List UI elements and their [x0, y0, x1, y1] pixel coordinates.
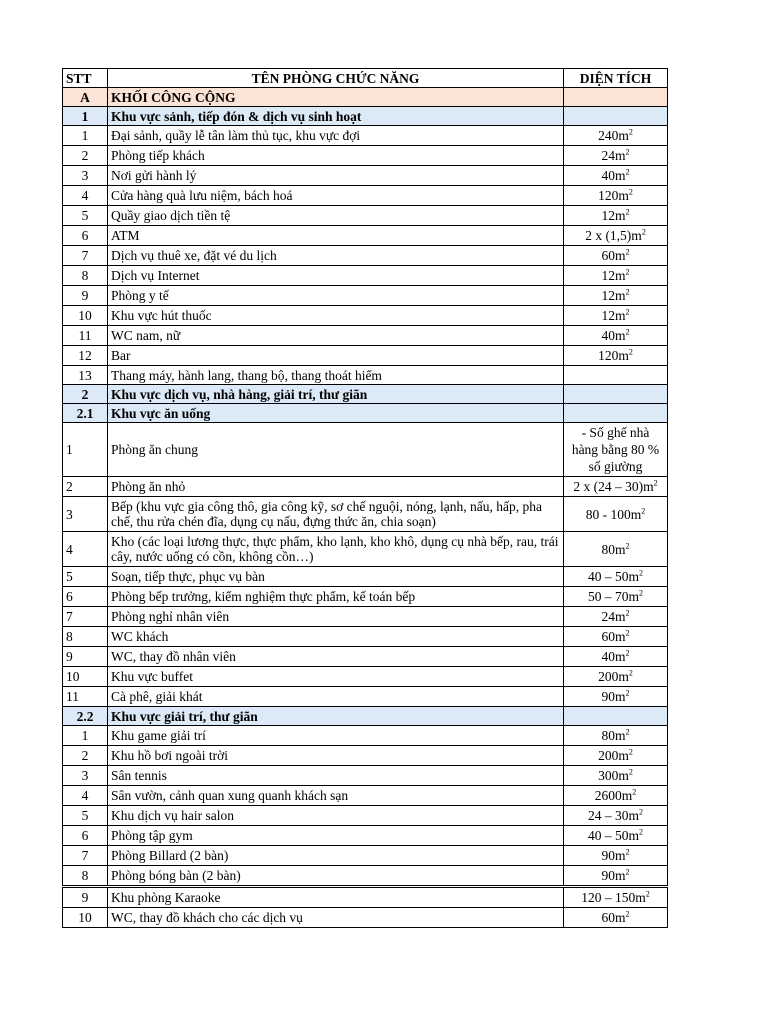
area-value: 200m — [598, 748, 629, 763]
group-row-1 — [63, 107, 668, 126]
room-area — [564, 146, 668, 166]
group-area — [564, 404, 668, 423]
table-row — [63, 806, 668, 826]
table-row — [63, 786, 668, 806]
room-area — [564, 206, 668, 226]
area-value: 200m — [598, 669, 629, 684]
table-row — [63, 206, 668, 226]
row-number: 7 — [63, 846, 108, 866]
area-value: 40m — [601, 168, 626, 183]
row-number: 11 — [63, 687, 108, 707]
area-value: 40 – 50m — [587, 828, 639, 843]
area-value: 80 - 100m — [585, 506, 642, 522]
table-row — [63, 607, 668, 627]
row-number: 10 — [63, 667, 108, 687]
room-area — [564, 746, 668, 766]
room-name: Bếp (khu vực gia công thô, gia công kỹ, sơ chế nguội, nóng, lạnh, nấu, hấp, pha chế, thu rửa chén đĩa, dụng cụ nấu, đựng thức ăn, chia soạn) — [108, 497, 564, 532]
room-area — [564, 607, 668, 627]
table-row — [63, 146, 668, 166]
row-number: 13 — [63, 366, 108, 385]
row-number: 6 — [63, 226, 108, 246]
area-unit-exponent: 2 — [628, 747, 633, 757]
room-area — [564, 306, 668, 326]
table-row — [63, 627, 668, 647]
room-name: Khu hồ bơi ngoài trời — [108, 746, 564, 766]
room-area — [564, 786, 668, 806]
room-name: Phòng ăn chung — [108, 423, 564, 477]
area-value: 12m — [601, 288, 626, 303]
area-unit-exponent: 2 — [653, 478, 658, 488]
header-room-name: TÊN PHÒNG CHỨC NĂNG — [108, 69, 564, 88]
group-id: 2.1 — [63, 404, 108, 423]
room-area — [564, 888, 668, 908]
room-name: WC, thay đồ nhân viên — [108, 647, 564, 667]
area-value: 24m — [601, 609, 626, 624]
area-unit-exponent: 2 — [632, 787, 637, 797]
room-area — [564, 627, 668, 647]
room-name: WC khách — [108, 627, 564, 647]
area-value: 240m — [598, 128, 629, 143]
row-number: 9 — [63, 647, 108, 667]
area-unit-exponent: 2 — [625, 628, 630, 638]
area-unit-exponent: 2 — [625, 147, 630, 157]
row-number: 3 — [63, 766, 108, 786]
area-value: 40m — [601, 649, 626, 664]
row-number: 8 — [63, 627, 108, 647]
area-value: 120m — [598, 188, 629, 203]
table-header-row — [63, 69, 668, 88]
row-number: 1 — [63, 726, 108, 746]
table-row — [63, 186, 668, 206]
row-number: 12 — [63, 346, 108, 366]
room-name: Đại sảnh, quầy lễ tân làm thủ tục, khu vực đợi — [108, 126, 564, 146]
room-area — [564, 826, 668, 846]
room-name: Thang máy, hành lang, thang bộ, thang thoát hiểm — [108, 366, 564, 385]
area-unit-exponent: 2 — [625, 727, 630, 737]
area-value: 12m — [601, 308, 626, 323]
area-unit-exponent: 2 — [625, 247, 630, 257]
room-name: Bar — [108, 346, 564, 366]
row-number: 2 — [63, 746, 108, 766]
room-area — [564, 587, 668, 607]
group-row-2-1 — [63, 404, 668, 423]
area-unit-exponent: 2 — [625, 327, 630, 337]
row-number: 4 — [63, 786, 108, 806]
area-value: 80m — [601, 541, 626, 557]
area-unit-exponent: 2 — [628, 668, 633, 678]
room-area — [564, 532, 668, 567]
room-area — [564, 226, 668, 246]
row-number: 3 — [63, 497, 108, 532]
table-row — [63, 667, 668, 687]
room-name: WC nam, nữ — [108, 326, 564, 346]
room-area — [564, 726, 668, 746]
table-row — [63, 246, 668, 266]
row-number: 9 — [63, 888, 108, 908]
room-area — [564, 806, 668, 826]
area-unit-exponent: 2 — [625, 267, 630, 277]
room-name: Cửa hàng quà lưu niệm, bách hoá — [108, 186, 564, 206]
room-area — [564, 126, 668, 146]
row-number: 2 — [63, 146, 108, 166]
room-name: Soạn, tiếp thực, phục vụ bàn — [108, 567, 564, 587]
table-row — [63, 166, 668, 186]
group-label: Khu vực ăn uống — [108, 404, 564, 423]
room-name: Khu vực buffet — [108, 667, 564, 687]
table-row — [63, 826, 668, 846]
area-value: 300m — [598, 768, 629, 783]
room-area — [564, 497, 668, 532]
area-unit-exponent: 2 — [625, 909, 630, 919]
table-row — [63, 477, 668, 497]
row-number: 1 — [63, 126, 108, 146]
room-name: Khu dịch vụ hair salon — [108, 806, 564, 826]
room-name: Khu phòng Karaoke — [108, 888, 564, 908]
room-area — [564, 647, 668, 667]
room-area — [564, 766, 668, 786]
room-name: ATM — [108, 226, 564, 246]
area-value: 120 – 150m — [581, 890, 646, 905]
room-area — [564, 567, 668, 587]
area-value: 2600m — [594, 788, 633, 803]
area-value: 24m — [601, 148, 626, 163]
table-row — [63, 587, 668, 607]
area-value: 24 – 30m — [587, 808, 639, 823]
group-area — [564, 385, 668, 404]
area-unit-exponent: 2 — [625, 648, 630, 658]
table-row — [63, 567, 668, 587]
room-name: Phòng nghỉ nhân viên — [108, 607, 564, 627]
room-area — [564, 667, 668, 687]
row-number: 8 — [63, 866, 108, 886]
area-unit-exponent: 2 — [628, 767, 633, 777]
area-unit-exponent: 2 — [641, 227, 646, 237]
area-value: 40m — [601, 328, 626, 343]
room-name: Phòng ăn nhỏ — [108, 477, 564, 497]
group-row-2-2 — [63, 707, 668, 726]
area-unit-exponent: 2 — [639, 807, 643, 817]
table-row — [63, 866, 668, 886]
area-unit-exponent: 2 — [625, 688, 630, 698]
row-number: 7 — [63, 246, 108, 266]
table-row — [63, 346, 668, 366]
room-area — [564, 286, 668, 306]
table-row — [63, 126, 668, 146]
area-unit-exponent: 2 — [639, 588, 643, 598]
area-value: 90m — [601, 848, 626, 863]
row-number: 4 — [63, 186, 108, 206]
area-value: 12m — [601, 268, 626, 283]
section-row-a — [63, 88, 668, 107]
table-row — [63, 266, 668, 286]
room-name: Dịch vụ thuê xe, đặt vé du lịch — [108, 246, 564, 266]
section-id: A — [63, 88, 108, 107]
row-number: 3 — [63, 166, 108, 186]
room-area — [564, 908, 668, 928]
room-name: Quầy giao dịch tiền tệ — [108, 206, 564, 226]
room-name: Phòng bếp trưởng, kiểm nghiệm thực phẩm, kế toán bếp — [108, 587, 564, 607]
table-row — [63, 366, 668, 385]
room-name: Phòng y tế — [108, 286, 564, 306]
room-name: Phòng Billard (2 bàn) — [108, 846, 564, 866]
group-label: Khu vực giải trí, thư giãn — [108, 707, 564, 726]
section-label: KHỐI CÔNG CỘNG — [108, 88, 564, 107]
room-area — [564, 687, 668, 707]
area-unit-exponent: 2 — [625, 608, 630, 618]
room-area — [564, 266, 668, 286]
table-row — [63, 846, 668, 866]
area-unit-exponent: 2 — [625, 307, 630, 317]
group-area — [564, 107, 668, 126]
table-row — [63, 888, 668, 908]
room-area — [564, 866, 668, 886]
room-area — [564, 477, 668, 497]
area-value: - Số ghế nhà hàng bằng 80 % số giường — [571, 425, 660, 474]
row-number: 10 — [63, 908, 108, 928]
area-unit-exponent: 2 — [645, 889, 650, 899]
table-row — [63, 908, 668, 928]
row-number: 10 — [63, 306, 108, 326]
function-room-table — [62, 68, 668, 886]
table-row — [63, 766, 668, 786]
room-name: Khu vực hút thuốc — [108, 306, 564, 326]
header-stt: STT — [63, 69, 108, 88]
row-number: 5 — [63, 567, 108, 587]
room-name: Phòng tiếp khách — [108, 146, 564, 166]
room-name: Kho (các loại lương thực, thực phẩm, kho lạnh, kho khô, dụng cụ nhà bếp, rau, trái cây, nước uống có cồn, không cồn…) — [108, 532, 564, 567]
room-area — [564, 166, 668, 186]
group-area — [564, 707, 668, 726]
room-area — [564, 346, 668, 366]
table-body-continued — [63, 888, 668, 928]
area-value: 2 x (24 – 30)m — [573, 479, 654, 494]
row-number: 5 — [63, 806, 108, 826]
table-row — [63, 497, 668, 532]
row-number: 5 — [63, 206, 108, 226]
area-value: 60m — [601, 629, 626, 644]
group-label: Khu vực dịch vụ, nhà hàng, giải trí, thư giãn — [108, 385, 564, 404]
row-number: 7 — [63, 607, 108, 627]
table-row — [63, 423, 668, 477]
function-room-table-continued — [62, 887, 668, 928]
area-value: 2 x (1,5)m — [585, 228, 642, 243]
table-row — [63, 226, 668, 246]
area-unit-exponent: 2 — [628, 127, 633, 137]
room-name: Sân tennis — [108, 766, 564, 786]
table-body — [63, 88, 668, 886]
area-value: 90m — [601, 689, 626, 704]
area-unit-exponent: 2 — [625, 287, 630, 297]
row-number: 8 — [63, 266, 108, 286]
row-number: 1 — [63, 423, 108, 477]
row-number: 2 — [63, 477, 108, 497]
section-area — [564, 88, 668, 107]
row-number: 6 — [63, 826, 108, 846]
row-number: 4 — [63, 532, 108, 567]
area-value: 60m — [601, 910, 626, 925]
group-row-2 — [63, 385, 668, 404]
row-number: 9 — [63, 286, 108, 306]
area-value: 80m — [601, 728, 626, 743]
room-name: Phòng bóng bàn (2 bàn) — [108, 866, 564, 886]
room-area — [564, 326, 668, 346]
area-unit-exponent: 2 — [639, 568, 643, 578]
table-row — [63, 746, 668, 766]
area-unit-exponent: 2 — [625, 867, 630, 877]
area-unit-exponent: 2 — [628, 187, 633, 197]
room-name: Cà phê, giải khát — [108, 687, 564, 707]
area-unit-exponent: 2 — [628, 347, 633, 357]
group-id: 2.2 — [63, 707, 108, 726]
header-area: DIỆN TÍCH — [564, 69, 668, 88]
table-row — [63, 647, 668, 667]
area-value: 40 – 50m — [587, 569, 639, 584]
room-name: Phòng tập gym — [108, 826, 564, 846]
table-row — [63, 687, 668, 707]
area-unit-exponent: 2 — [625, 167, 630, 177]
room-area — [564, 846, 668, 866]
group-id: 1 — [63, 107, 108, 126]
room-name: Dịch vụ Internet — [108, 266, 564, 286]
room-name: Khu game giải trí — [108, 726, 564, 746]
room-area — [564, 423, 668, 477]
table-row — [63, 726, 668, 746]
table-row — [63, 532, 668, 567]
table-row — [63, 286, 668, 306]
room-name: Sân vườn, cảnh quan xung quanh khách sạn — [108, 786, 564, 806]
room-area — [564, 246, 668, 266]
row-number: 6 — [63, 587, 108, 607]
group-label: Khu vực sảnh, tiếp đón & dịch vụ sinh hoạt — [108, 107, 564, 126]
area-unit-exponent: 2 — [625, 847, 630, 857]
area-unit-exponent: 2 — [625, 541, 630, 550]
room-area — [564, 186, 668, 206]
table-row — [63, 306, 668, 326]
area-unit-exponent: 2 — [625, 207, 630, 217]
room-area — [564, 366, 668, 385]
area-value: 60m — [601, 248, 626, 263]
area-value: 12m — [601, 208, 626, 223]
area-value: 90m — [601, 868, 626, 883]
area-value: 50 – 70m — [587, 589, 639, 604]
area-value: 120m — [598, 348, 629, 363]
area-unit-exponent: 2 — [639, 827, 643, 837]
group-id: 2 — [63, 385, 108, 404]
table-row — [63, 326, 668, 346]
room-name: Nơi gửi hành lý — [108, 166, 564, 186]
room-name: WC, thay đồ khách cho các dịch vụ — [108, 908, 564, 928]
row-number: 11 — [63, 326, 108, 346]
area-unit-exponent: 2 — [641, 506, 646, 515]
